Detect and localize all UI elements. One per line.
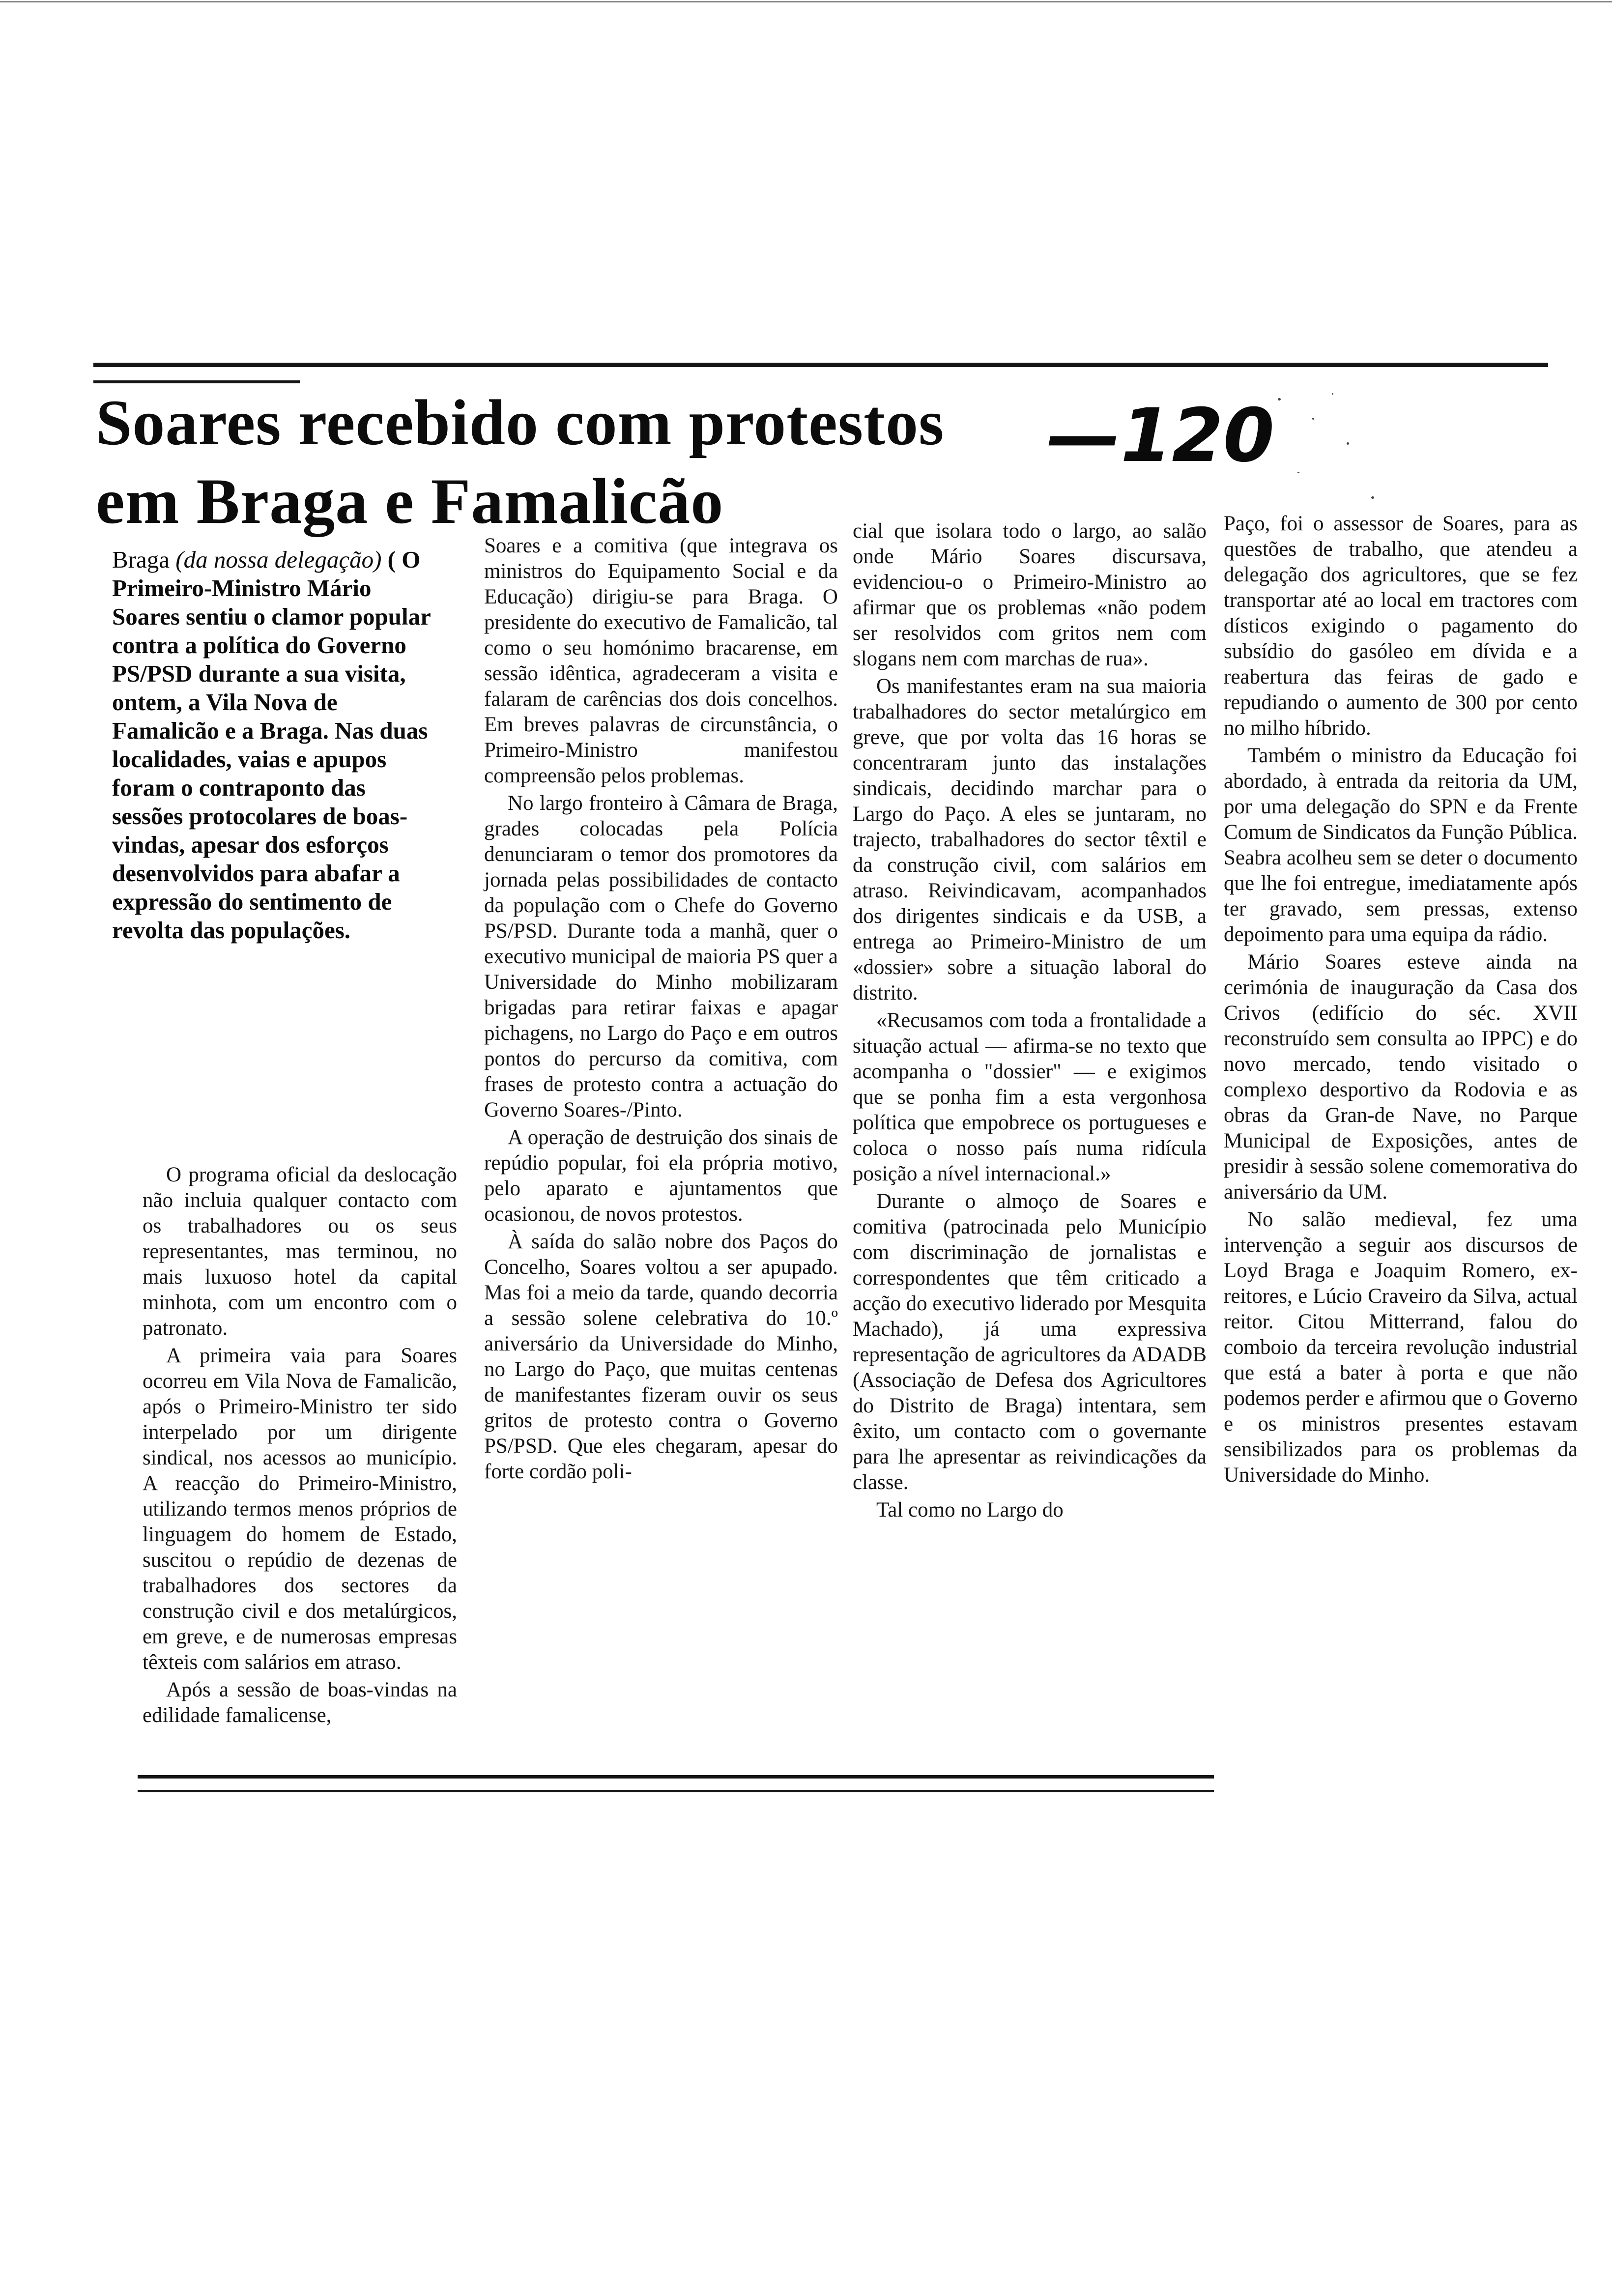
bottom-rule (138, 1775, 1214, 1779)
article-lead (112, 545, 436, 945)
paragraph: Soares e a comitiva (que integrava os ministros do Equipamento Social e da Educação) dirigiu-se para Braga. O presidente do executivo de Famalicão, tal como o seu homónimo bracarense, em sessão idêntica, agradeceram a visita e falaram de carências dos dois concelhos. Em breves palavras de circunstância, o Primeiro-Ministro manifestou compreensão pelos problemas. (484, 534, 838, 787)
handwritten-page-number: —120 (1047, 393, 1275, 479)
paragraph: Os manifestantes eram na sua maioria trabalhadores do sector metalúrgico em greve, que por volta das 16 horas se concentraram junto das instalações sindicais, decidindo marchar para o Largo do Paço. A eles se juntaram, no trajecto, trabalhadores do sector têxtil e da construção civil, com salários em atraso. Reivindicavam, acompanhados dos dirigentes sindicais e da USB, a entrega ao Primeiro-Ministro de um «dossier» sobre a situação laboral do distrito. (853, 675, 1207, 1004)
paragraph: «Recusamos com toda a frontalidade a situação actual — afirma-se no texto que acompanha o "dossier" — e exigimos que se ponha fim a esta vergonhosa política que empobrece os portugueses e coloca o nosso país numa ridícula posição a nível internacional.» (853, 1009, 1207, 1185)
scan-speckle (1268, 383, 1396, 521)
article-column-3 (853, 518, 1207, 1523)
headline-line-1: Soares recebido com protestos (96, 386, 945, 459)
paragraph: Mário Soares esteve ainda na cerimónia de inauguração da Casa dos Crivos (edifício do séc. XVII reconstruído sem consulta ao IPPC) e do novo mercado, tendo visitado o complexo desportivo da Rodovia e as obras da Gran-de Nave, no Parque Municipal de Exposições, antes de presidir à sessão solene comemorativa do aniversário da UM. (1224, 950, 1578, 1204)
paragraph: Após a sessão de boas-vindas na edilidade famalicense, (143, 1678, 457, 1727)
paragraph: Tal como no Largo do (876, 1498, 1064, 1521)
scan-edge-line (0, 1, 1612, 2)
paragraph: No largo fronteiro à Câmara de Braga, grades colocadas pela Polícia denunciaram o temor dos promotores da jornada pelas possibilidades de contacto da população com o Chefe do Governo PS/PSD. Durante toda a manhã, quer o executivo municipal de maioria PS quer a Universidade do Minho mobilizaram brigadas para retirar faixas e apagar pichagens, no Largo do Paço e em outros pontos do percurso da comitiva, com frases de protesto contra a actuação do Governo Soares-/Pinto. (484, 792, 838, 1121)
paragraph: No salão medieval, fez uma intervenção a seguir aos discursos de Loyd Braga e Joaquim Romero, ex-reitores, e Lúcio Craveiro da Silva, actual reitor. Citou Mitterrand, falou do comboio da terceira revolução industrial que está a bater à porta e que não podemos perder e afirmou que o Governo e os ministros presentes estavam sensibilizados para os problemas da Universidade do Minho. (1224, 1208, 1578, 1487)
lead-text: ( O Primeiro-Ministro Mário Soares sentiu o clamor popular contra a política do Governo PS/PSD durante a sua visita, ontem, a Vila Nova de Famalicão e a Braga. Nas duas localidades, vaias e apupos foram o contraponto das sessões protocolares de boas-vindas, apesar dos esforços desenvolvidos para abafar a expressão do sentimento de revolta das populações. (112, 546, 431, 944)
paragraph: Também o ministro da Educação foi abordado, à entrada da reitoria da UM, por uma delegação do SPN e da Frente Comum de Sindicatos da Função Pública. Seabra acolheu sem se deter o documento que lhe foi entregue, imediatamente após ter gravado, sem pressas, extenso depoimento para uma equipa da rádio. (1224, 744, 1578, 946)
paragraph: A operação de destruição dos sinais de repúdio popular, foi ela própria motivo, pelo aparato e ajuntamentos que ocasionou, de novos protestos. (484, 1126, 838, 1226)
article-column-2 (484, 533, 838, 1485)
paragraph: Durante o almoço de Soares e comitiva (patrocinada pelo Município com discriminação de jornalistas e correspondentes que têm criticado a acção do executivo liderado por Mesquita Machado), já uma expressiva representação de agricultores da ADADB (Associação de Defesa dos Agricultores do Distrito de Braga) intentara, sem êxito, um contacto com o governante para lhe apresentar as reivindicações da classe. (853, 1190, 1207, 1494)
paragraph: O programa oficial da deslocação não incluia qualquer contacto com os trabalhadores ou os seus representantes, mas terminou, no mais luxuoso hotel da capital minhota, com um encontro com o patronato. (143, 1163, 457, 1340)
dateline-source: (da nossa delegação) (175, 546, 382, 573)
bottom-rule-secondary (138, 1790, 1214, 1792)
dateline: Braga (112, 546, 170, 573)
article-column-4 (1224, 511, 1578, 1488)
paragraph: À saída do salão nobre dos Paços do Concelho, Soares voltou a ser apupado. Mas foi a meio da tarde, quando decorria a sessão solene celebrativa do 10.º aniversário da Universidade do Minho, no Largo do Paço, que muitas centenas de manifestantes fizeram ouvir os seus gritos de protesto contra o Governo PS/PSD. Que eles chegaram, apesar do forte cordão poli- (484, 1230, 838, 1483)
paragraph: Paço, foi o assessor de Soares, para as questões de trabalho, que atendeu a delegação dos agricultores, que se fez transportar até ao local em tractores com dísticos exigindo o pagamento do subsídio do gasóleo em dívida e a reabertura das feiras de gado e repudiando o aumento de 300 por cento no milho híbrido. (1224, 512, 1578, 740)
article-column-1 (143, 1162, 457, 1728)
paragraph: cial que isolara todo o largo, ao salão onde Mário Soares discursava, evidenciou-o o Primeiro-Ministro ao afirmar que os problemas «não podem ser resolvidos com gritos nem com slogans nem com marchas de rua». (853, 519, 1207, 670)
headline-line-2: em Braga e Famalicão (96, 465, 724, 537)
top-rule (93, 363, 1548, 367)
headline (96, 383, 1152, 541)
paragraph: A primeira vaia para Soares ocorreu em Vila Nova de Famalicão, após o Primeiro-Ministro ter sido interpelado por um dirigente sindical, nos acessos ao município. A reacção do Primeiro-Ministro, utilizando termos menos próprios de linguagem do homem de Estado, suscitou o repúdio de dezenas de trabalhadores dos sectores da construção civil e dos metalúrgicos, em greve, e de numerosas empresas têxteis com salários em atraso. (143, 1344, 457, 1674)
